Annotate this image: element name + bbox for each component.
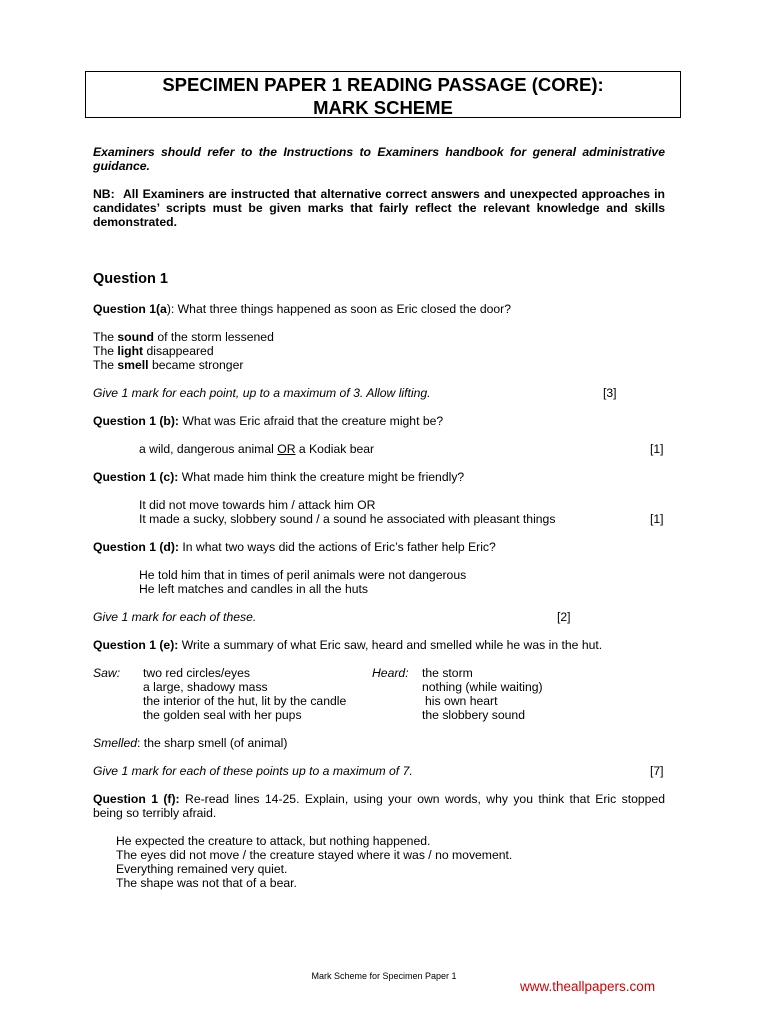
nb-label: NB: [93,187,115,201]
q1a-answer-1-pre: The [93,330,118,344]
q1d-answer-1: He told him that in times of peril animals were not dangerous [139,568,467,582]
q1a-answer-2-pre: The [93,344,118,358]
q1e-saw-item-4: the golden seal with her pups [143,708,302,722]
q1e-smelled [93,736,287,750]
page-title-line2: MARK SCHEME [313,97,453,118]
q1c-text: What made him think the creature might be friendly? [178,470,465,484]
nb-line2: candidates’ scripts must be given marks that fairly reflect the relevant knowledge and skills [93,201,665,215]
q1f-text-line1: Re-read lines 14-25. Explain, using your own words, why you think that Eric stopped [179,792,665,806]
q1a-answer-1 [93,330,274,344]
examiners-note-line2: guidance. [93,159,150,173]
q1a-answer-1-key: sound [117,330,154,344]
section-heading: Question 1 [93,271,168,287]
q1e-heard-item-4: the slobbery sound [422,708,525,722]
q1d-text: In what two ways did the actions of Eric’s father help Eric? [179,540,496,554]
q1e-saw-item-1: two red circles/eyes [143,666,251,680]
q1b-answer-pre: a wild, dangerous animal [139,442,278,456]
q1b-answer [139,442,374,456]
q1a-guidance: Give 1 mark for each point, up to a maximum of 3. Allow lifting. [93,386,431,400]
q1b-mark: [1] [650,442,664,456]
q1d-label: Question 1 (d): [93,540,179,554]
q1b-answer-post: a Kodiak bear [295,442,375,456]
q1f-answer-2: The eyes did not move / the creature stayed where it was / no movement. [116,848,513,862]
q1d-answer-2: He left matches and candles in all the huts [139,582,368,596]
q1a-label: Question 1(a [93,302,167,316]
q1f-label: Question 1 (f): [93,792,180,806]
q1b-text: What was Eric afraid that the creature might be? [179,414,444,428]
q1f-question-line1 [93,792,665,806]
q1a-answer-3 [93,358,243,372]
q1e-label: Question 1 (e): [93,638,179,652]
q1e-heard-item-3: his own heart [425,694,498,708]
q1c-mark: [1] [650,512,664,526]
q1a-mark: [3] [603,386,617,400]
nb-line3: demonstrated. [93,215,177,229]
q1d-question [93,540,496,554]
q1a-answer-2-key: light [117,344,144,358]
q1f-answer-1: He expected the creature to attack, but nothing happened. [116,834,431,848]
q1e-heard-label: Heard: [372,666,409,680]
q1c-answer-2: It made a sucky, slobbery sound / a sound he associated with pleasant things [139,512,556,526]
examiners-note-line1: Examiners should refer to the Instructions to Examiners handbook for general administrative [93,145,665,159]
q1a-question [93,302,511,316]
q1d-mark: [2] [557,610,571,624]
q1a-text: ): What three things happened as soon as Eric closed the door? [166,302,511,316]
q1a-answer-3-key: smell [117,358,149,372]
q1b-label: Question 1 (b): [93,414,179,428]
q1a-answer-3-post: became stronger [148,358,244,372]
q1f-question-line2: being so terribly afraid. [93,806,217,820]
q1e-smelled-text: : the sharp smell (of animal) [137,736,288,750]
q1e-mark: [7] [650,764,664,778]
q1d-guidance: Give 1 mark for each of these. [93,610,257,624]
q1b-question [93,414,443,428]
q1e-question [93,638,602,652]
nb-line1 [93,187,665,201]
footer-caption: Mark Scheme for Specimen Paper 1 [311,971,457,981]
q1e-text: Write a summary of what Eric saw, heard and smelled while he was in the hut. [178,638,603,652]
q1a-answer-2-post: disappeared [143,344,214,358]
q1c-question [93,470,464,484]
q1e-saw-label: Saw: [93,666,121,680]
q1a-answer-3-pre: The [93,358,118,372]
footer-website-link[interactable]: www.theallpapers.com [520,979,656,994]
q1f-answer-3: Everything remained very quiet. [116,862,288,876]
q1e-smelled-label: Smelled [93,736,138,750]
q1a-answer-1-post: of the storm lessened [153,330,274,344]
nb-text-line1: All Examiners are instructed that alternative correct answers and unexpected approaches in [122,187,666,201]
q1a-answer-2 [93,344,214,358]
q1c-label: Question 1 (c): [93,470,179,484]
page-title-line1: SPECIMEN PAPER 1 READING PASSAGE (CORE): [162,74,604,95]
q1f-answer-4: The shape was not that of a bear. [116,876,297,890]
q1e-heard-item-2: nothing (while waiting) [422,680,543,694]
q1c-answer-1: It did not move towards him / attack him OR [139,498,376,512]
q1b-answer-or: OR [277,442,296,456]
q1e-guidance: Give 1 mark for each of these points up to a maximum of 7. [93,764,413,778]
q1e-heard-item-1: the storm [422,666,473,680]
title-box [85,71,681,118]
q1e-saw-item-3: the interior of the hut, lit by the candle [143,694,347,708]
q1e-saw-item-2: a large, shadowy mass [143,680,268,694]
